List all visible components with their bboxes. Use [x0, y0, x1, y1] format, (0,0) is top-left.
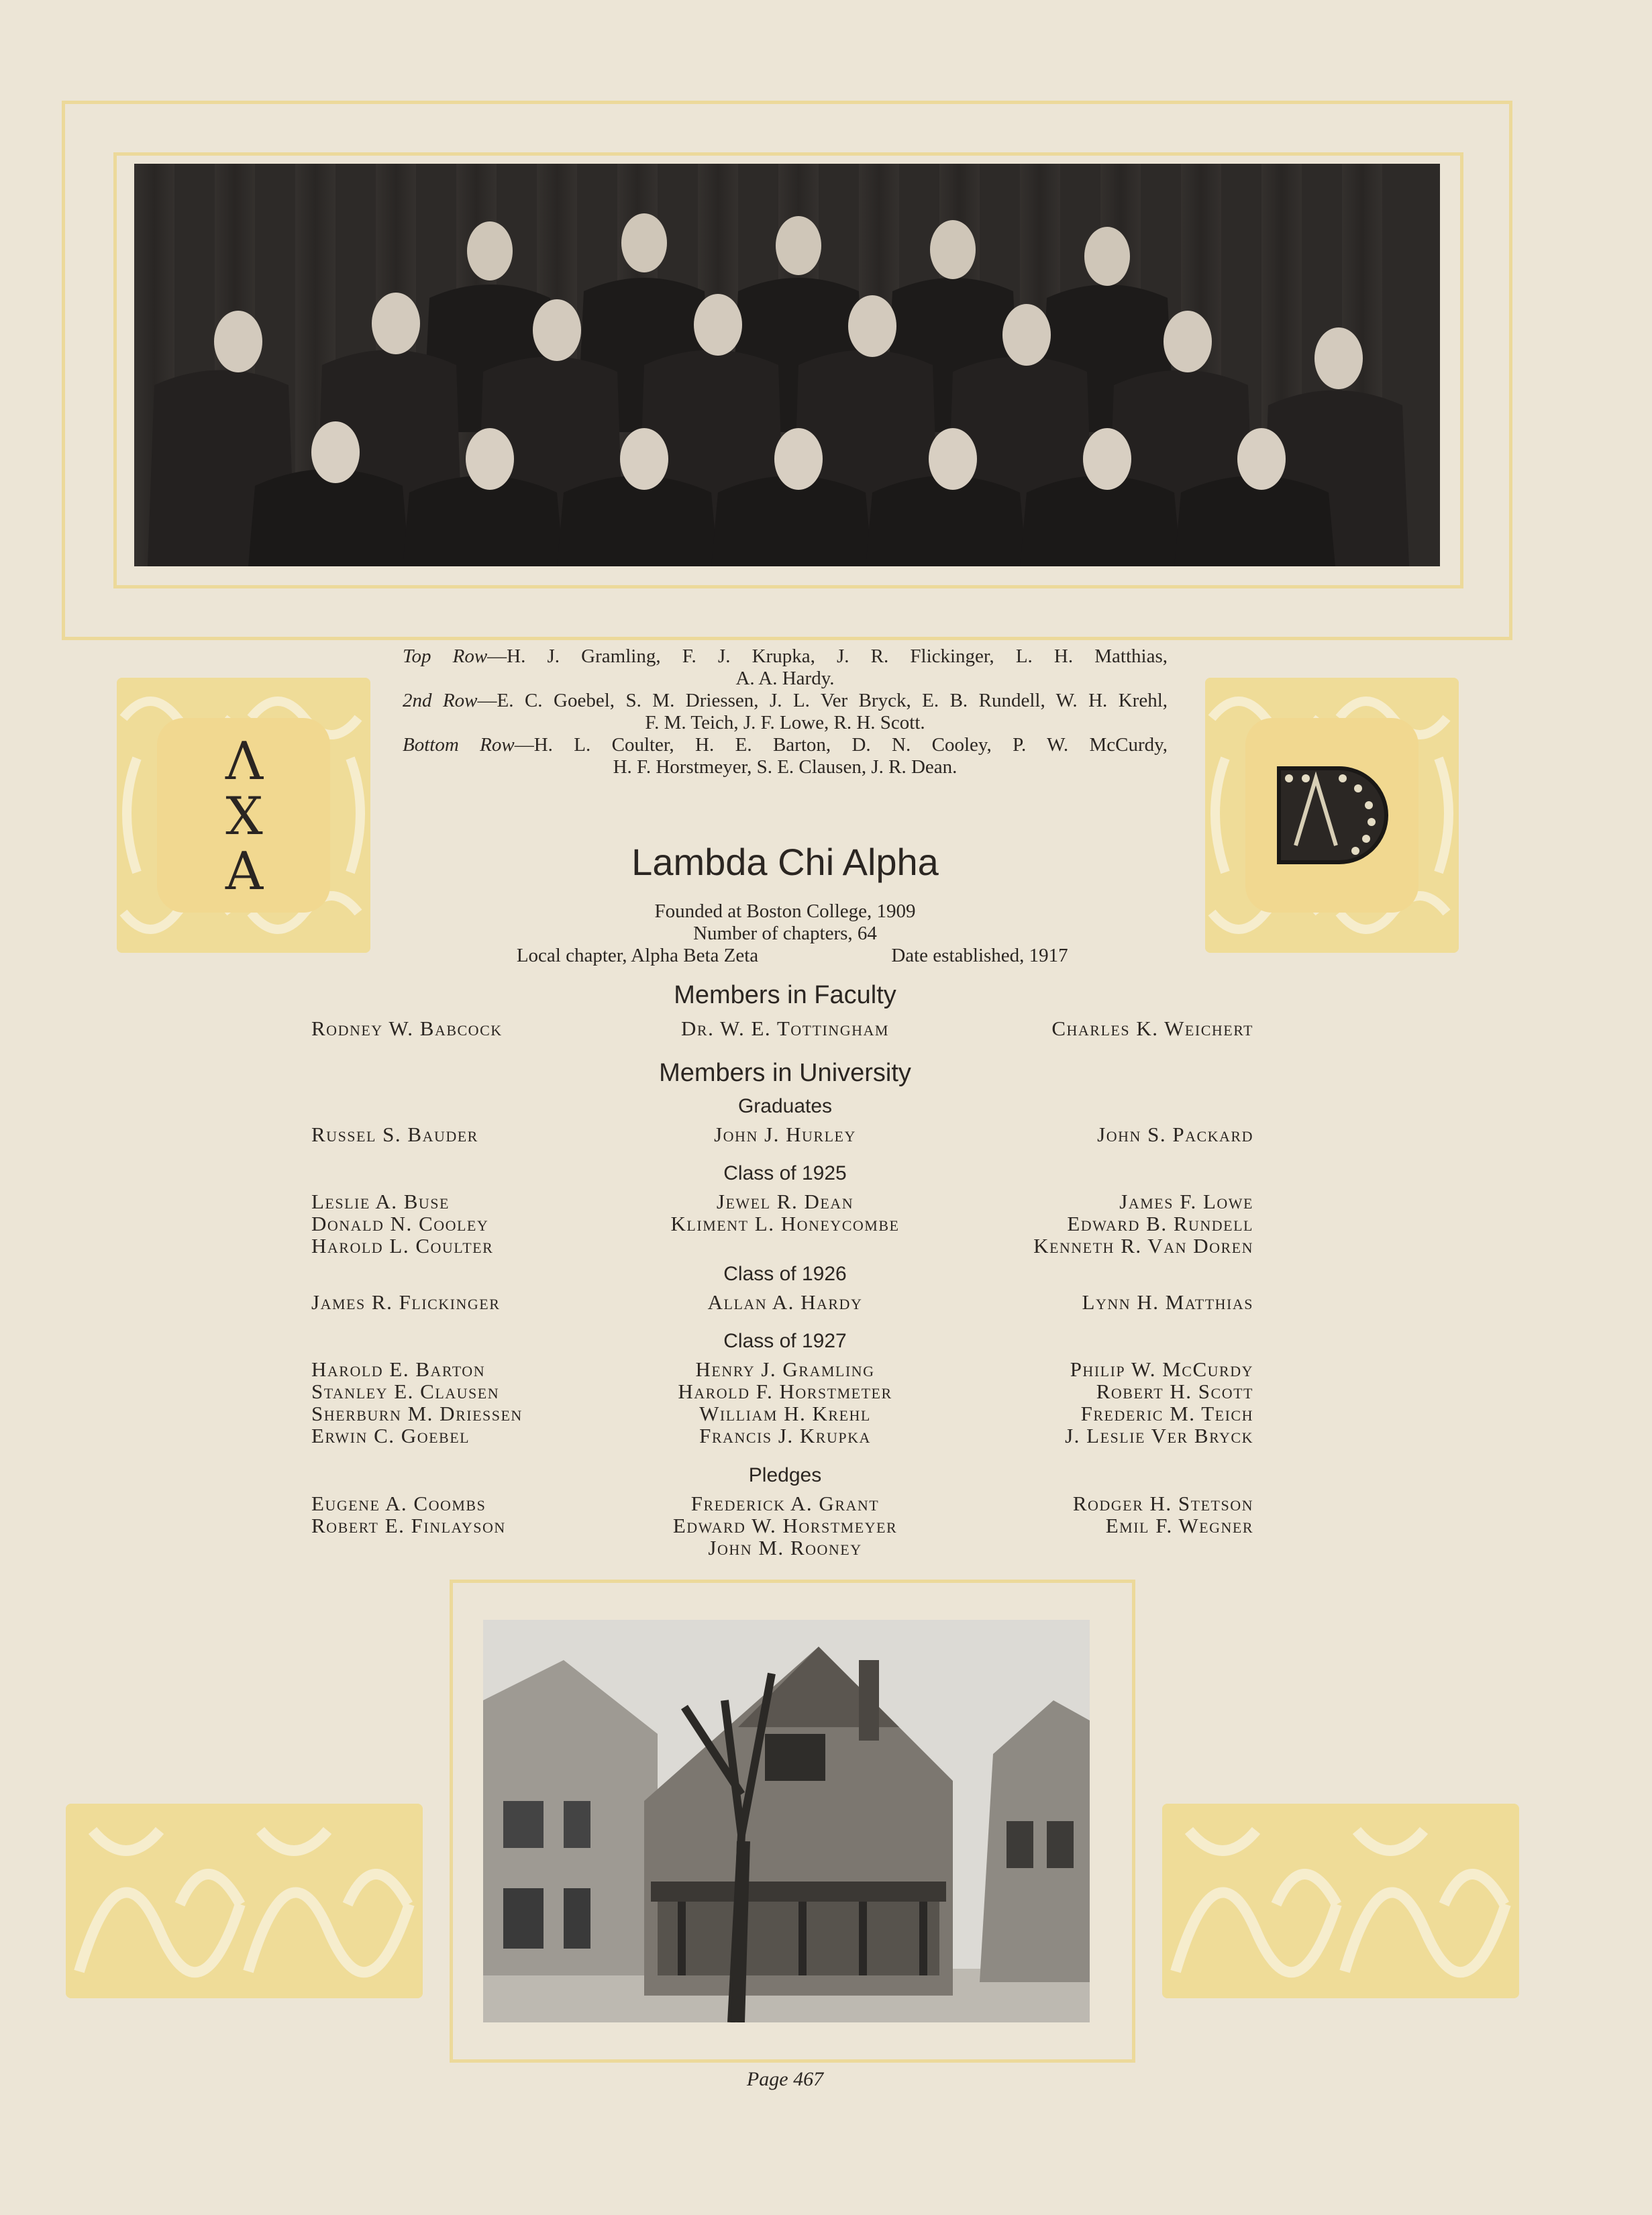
member-name: Harold L. Coulter [311, 1234, 494, 1257]
caption-bottom-row: Bottom Row—H. L. Coulter, H. E. Barton, D. N. Cooley, P. W. McCurdy, [403, 734, 1168, 756]
university-heading: Members in University [659, 1059, 911, 1087]
member-name: John M. Rooney [708, 1536, 862, 1559]
member-name: Philip W. McCurdy [1070, 1357, 1253, 1381]
scroll-ornament-icon [66, 1804, 423, 1998]
member-name: Henry J. Gramling [695, 1357, 875, 1381]
graduates-heading: Graduates [737, 1095, 833, 1117]
member-name: John S. Packard [1097, 1123, 1253, 1146]
crest-letter-alpha: A [225, 841, 264, 902]
member-name: Emil F. Wegner [1105, 1514, 1253, 1537]
class-1925-right [872, 1190, 1253, 1257]
group-photo [134, 164, 1440, 566]
member-name: Rodger H. Stetson [1072, 1492, 1253, 1515]
member-name: Russel S. Bauder [311, 1123, 478, 1146]
caption-bottom-row-cont: H. F. Horstmeyer, S. E. Clausen, J. R. Dean. [613, 756, 958, 778]
member-name: Frederic M. Teich [1080, 1402, 1253, 1425]
class-1927-right [872, 1358, 1253, 1447]
member-name: John J. Hurley [714, 1123, 856, 1146]
member-name: Robert H. Scott [1096, 1380, 1253, 1403]
member-name: Kliment L. Honeycombe [670, 1212, 900, 1235]
scroll-ornament-right [1162, 1804, 1519, 1998]
chapters-line: Number of chapters, 64 [693, 923, 877, 944]
member-name: J. Leslie Ver Bryck [1065, 1424, 1253, 1447]
pledges-right [872, 1492, 1253, 1537]
member-name: Dr. W. E. Tottingham [681, 1017, 889, 1040]
house-illustration [483, 1620, 1090, 2022]
faculty-heading: Members in Faculty [674, 981, 896, 1009]
member-name: Donald N. Cooley [311, 1212, 489, 1235]
member-name: Edward B. Rundell [1067, 1212, 1253, 1235]
pledges-heading: Pledges [748, 1464, 822, 1486]
member-name: James F. Lowe [1119, 1190, 1253, 1213]
caption-top-row-cont: A. A. Hardy. [735, 668, 835, 689]
member-name: Allan A. Hardy [707, 1290, 863, 1314]
member-name: Harold F. Horstmeter [678, 1380, 892, 1403]
class-1925-heading: Class of 1925 [723, 1162, 847, 1184]
graduates-right [872, 1123, 1253, 1145]
member-name: Eugene A. Coombs [311, 1492, 486, 1515]
crest-letter-lambda: Λ [225, 731, 264, 792]
date-established: Date established, 1917 [891, 945, 1068, 966]
member-name: Robert E. Finlayson [311, 1514, 506, 1537]
scroll-ornament-icon [1162, 1804, 1519, 1998]
member-name: Francis J. Krupka [699, 1424, 871, 1447]
faculty-right [872, 1017, 1253, 1039]
photo-caption [403, 646, 1168, 778]
member-name: Charles K. Weichert [1051, 1017, 1253, 1040]
class-1926-heading: Class of 1926 [723, 1263, 847, 1285]
crest-letter-chi: X [225, 786, 263, 847]
member-name: Edward W. Horstmeyer [672, 1514, 898, 1537]
member-name: Harold E. Barton [311, 1357, 486, 1381]
chapter-house-photo [483, 1620, 1090, 2022]
class-1927-heading: Class of 1927 [723, 1330, 847, 1352]
local-chapter: Local chapter, Alpha Beta Zeta [516, 945, 759, 966]
scroll-ornament-left [66, 1804, 423, 1998]
caption-second-row: 2nd Row—E. C. Goebel, S. M. Driessen, J. L. Ver Bryck, E. B. Rundell, W. H. Krehl, [403, 690, 1168, 711]
member-name: Sherburn M. Driessen [311, 1402, 523, 1425]
caption-top-row: Top Row—H. J. Gramling, F. J. Krupka, J. R. Flickinger, L. H. Matthias, [403, 646, 1168, 667]
member-name: Frederick A. Grant [690, 1492, 880, 1515]
page-number: Page 467 [746, 2068, 824, 2090]
page-title: Lambda Chi Alpha [631, 841, 939, 883]
founded-line: Founded at Boston College, 1909 [654, 900, 916, 922]
member-name: Leslie A. Buse [311, 1190, 450, 1213]
member-name: Rodney W. Babcock [311, 1017, 503, 1040]
caption-second-row-cont: F. M. Teich, J. F. Lowe, R. H. Scott. [645, 712, 925, 733]
member-name: Kenneth R. Van Doren [1033, 1234, 1253, 1257]
member-name: James R. Flickinger [311, 1290, 501, 1314]
member-name: Erwin C. Goebel [311, 1424, 470, 1447]
class-1926-right [872, 1291, 1253, 1313]
member-name: Jewel R. Dean [716, 1190, 854, 1213]
member-name: Stanley E. Clausen [311, 1380, 500, 1403]
member-name: William H. Krehl [699, 1402, 871, 1425]
member-name: Lynn H. Matthias [1082, 1290, 1253, 1314]
group-photo-figures [134, 164, 1440, 566]
